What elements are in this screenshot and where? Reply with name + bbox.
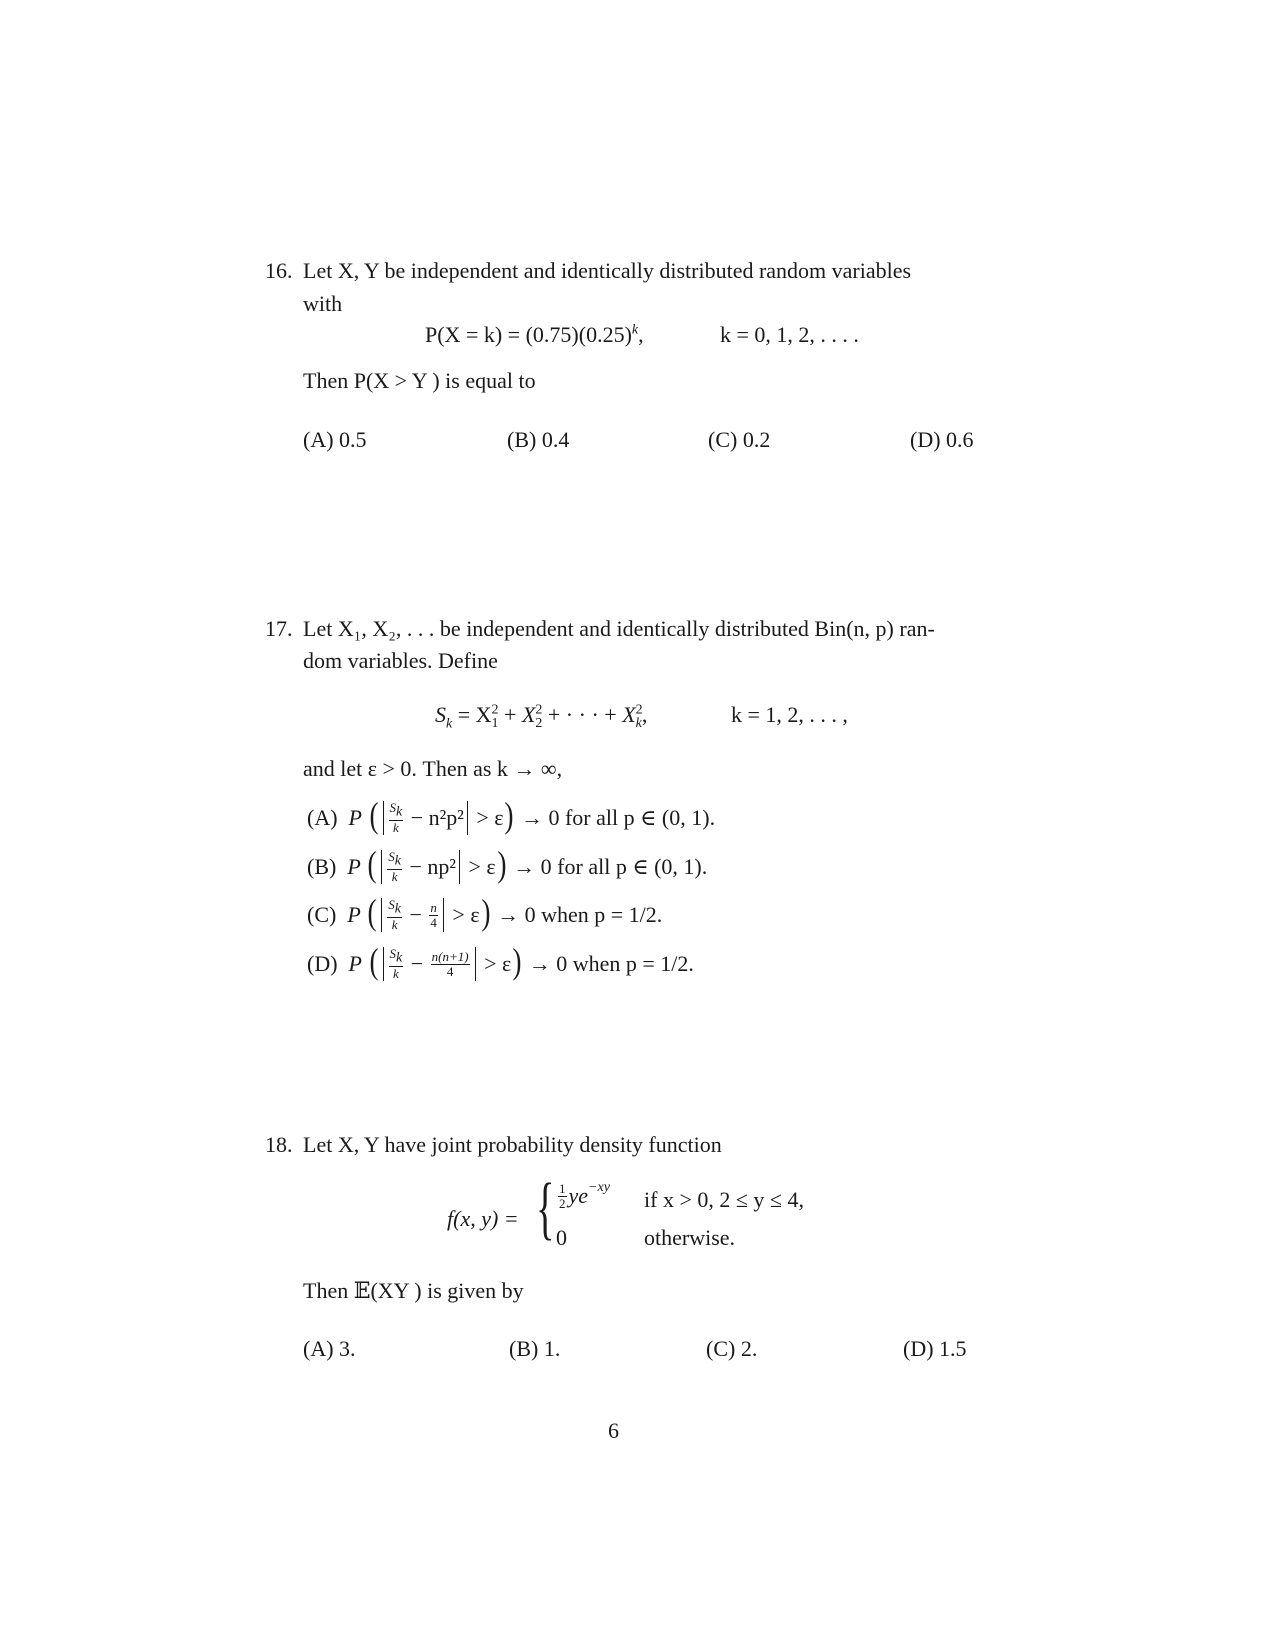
q18-option-b[interactable]: (B) 1.	[509, 1336, 561, 1361]
q18-line1: Let X, Y have joint probability density function	[303, 1132, 722, 1157]
q17-option-d[interactable]: (D) P ( $\frac{S_k}{k}$ − $\frac{n(n+1)}{4}$ > ε ) → 0 when p = 1/2.	[307, 941, 694, 982]
q17-sk-sub: k	[446, 716, 453, 732]
q17-option-d-frac1: $\frac{S_k}{k}$	[389, 946, 403, 982]
q16-line2: with	[303, 291, 343, 316]
q17-sk-eq: = X	[452, 702, 492, 727]
q18-f-lhs: f(x, y) =	[447, 1206, 519, 1231]
q17-option-b-gt: > ε	[468, 854, 496, 879]
q17-option-c-frac1: $\frac{S_k}{k}$	[388, 897, 401, 933]
q16-option-a[interactable]: (A) 0.5	[303, 427, 367, 452]
q17-option-c[interactable]: (C) P ( $\frac{S_k}{k}$ − $\frac{n}{4}$ > ε ) → 0 when p = 1/2.	[307, 892, 663, 933]
q16-range: k = 0, 1, 2, . . . .	[720, 322, 859, 347]
q18-option-a[interactable]: (A) 3.	[303, 1336, 356, 1361]
q16-option-c[interactable]: (C) 0.2	[708, 427, 771, 452]
q17-sk-range: k = 1, 2, . . . ,	[731, 702, 848, 727]
q17-option-a-tail: → 0 for all p ∈ (0, 1).	[520, 805, 716, 830]
q17-option-c-tail: → 0 when p = 1/2.	[497, 902, 663, 927]
q17-option-d-label: (D)	[307, 951, 338, 976]
q17-and-let: and let ε > 0. Then as k → ∞,	[303, 756, 563, 781]
q18-case1-cond: if x > 0, 2 ≤ y ≤ 4,	[644, 1187, 804, 1212]
q18-case2-cond: otherwise.	[644, 1225, 736, 1250]
q17-option-c-frac2: $\frac{n}{4}$	[430, 899, 437, 930]
q18-option-c[interactable]: (C) 2.	[706, 1336, 758, 1361]
q17-option-b-mid: − np²	[409, 854, 457, 879]
q17-option-a-gt: > ε	[476, 805, 504, 830]
q17-line1: Let X₁, X₂, . . . be independent and identically distributed Bin(n, p) ran-	[303, 616, 935, 641]
q16-formula-comma: ,	[638, 322, 644, 347]
q17-option-c-label: (C)	[307, 902, 337, 927]
q17-sk-definition: $S_k = X^2_1 + X^2_2$ + · · · + $X^2_k$,	[435, 702, 648, 732]
q18-case2-expr: 0	[556, 1225, 567, 1250]
q18-case1-expr: $\frac{1}{2}$ ye $^{-xy}$	[559, 1180, 610, 1211]
q17-option-b[interactable]: (B) P ( $\frac{S_k}{k}$ − np² > ε ) → 0 for all p ∈ (0, 1).	[307, 844, 708, 885]
q16-then: Then P(X > Y ) is equal to	[303, 368, 536, 393]
q17-option-b-tail: → 0 for all p ∈ (0, 1).	[513, 854, 708, 879]
q17-option-a-mid: − n²p²	[410, 805, 464, 830]
q16-formula-sup: k	[631, 322, 639, 338]
q17-option-a-label: (A)	[307, 805, 338, 830]
q18-option-d[interactable]: (D) 1.5	[903, 1336, 967, 1361]
q16-option-b[interactable]: (B) 0.4	[507, 427, 570, 452]
q16-number: 16.	[265, 258, 293, 283]
q17-number: 17.	[265, 616, 293, 641]
q17-option-c-gt: > ε	[452, 902, 480, 927]
q16-line1-text: Let X, Y be independent and identically distributed random variables	[303, 258, 912, 283]
q17-line2: dom variables. Define	[303, 648, 498, 673]
q18-case1-frac: $\frac{1}{2}$	[559, 1181, 566, 1211]
q17-option-d-gt: > ε	[484, 951, 512, 976]
q17-option-d-tail: → 0 when p = 1/2.	[528, 951, 694, 976]
q17-option-b-frac: $\frac{S_k}{k}$	[388, 849, 401, 885]
q17-sk-lhs: S	[435, 702, 446, 727]
q17-option-b-label: (B)	[307, 854, 337, 879]
page-number: 6	[608, 1418, 619, 1443]
q16-formula-main: P(X = k) = (0.75)(0.25)	[425, 322, 632, 347]
q18-brace: {	[536, 1170, 555, 1247]
q17-option-a[interactable]: (A) P ( $\frac{S_k}{k}$ − n²p² > ε ) → 0 for all p ∈ (0, 1).	[307, 795, 716, 836]
q17-option-d-frac2: $\frac{n(n+1)}{4}$	[431, 948, 469, 979]
q16-option-d[interactable]: (D) 0.6	[910, 427, 974, 452]
q17-option-a-frac: $\frac{S_k}{k}$	[389, 800, 403, 836]
q16-formula	[425, 322, 644, 348]
q18-number: 18.	[265, 1132, 293, 1157]
q16-line1	[303, 258, 979, 284]
q18-then: Then 𝔼(XY ) is given by	[303, 1278, 524, 1303]
